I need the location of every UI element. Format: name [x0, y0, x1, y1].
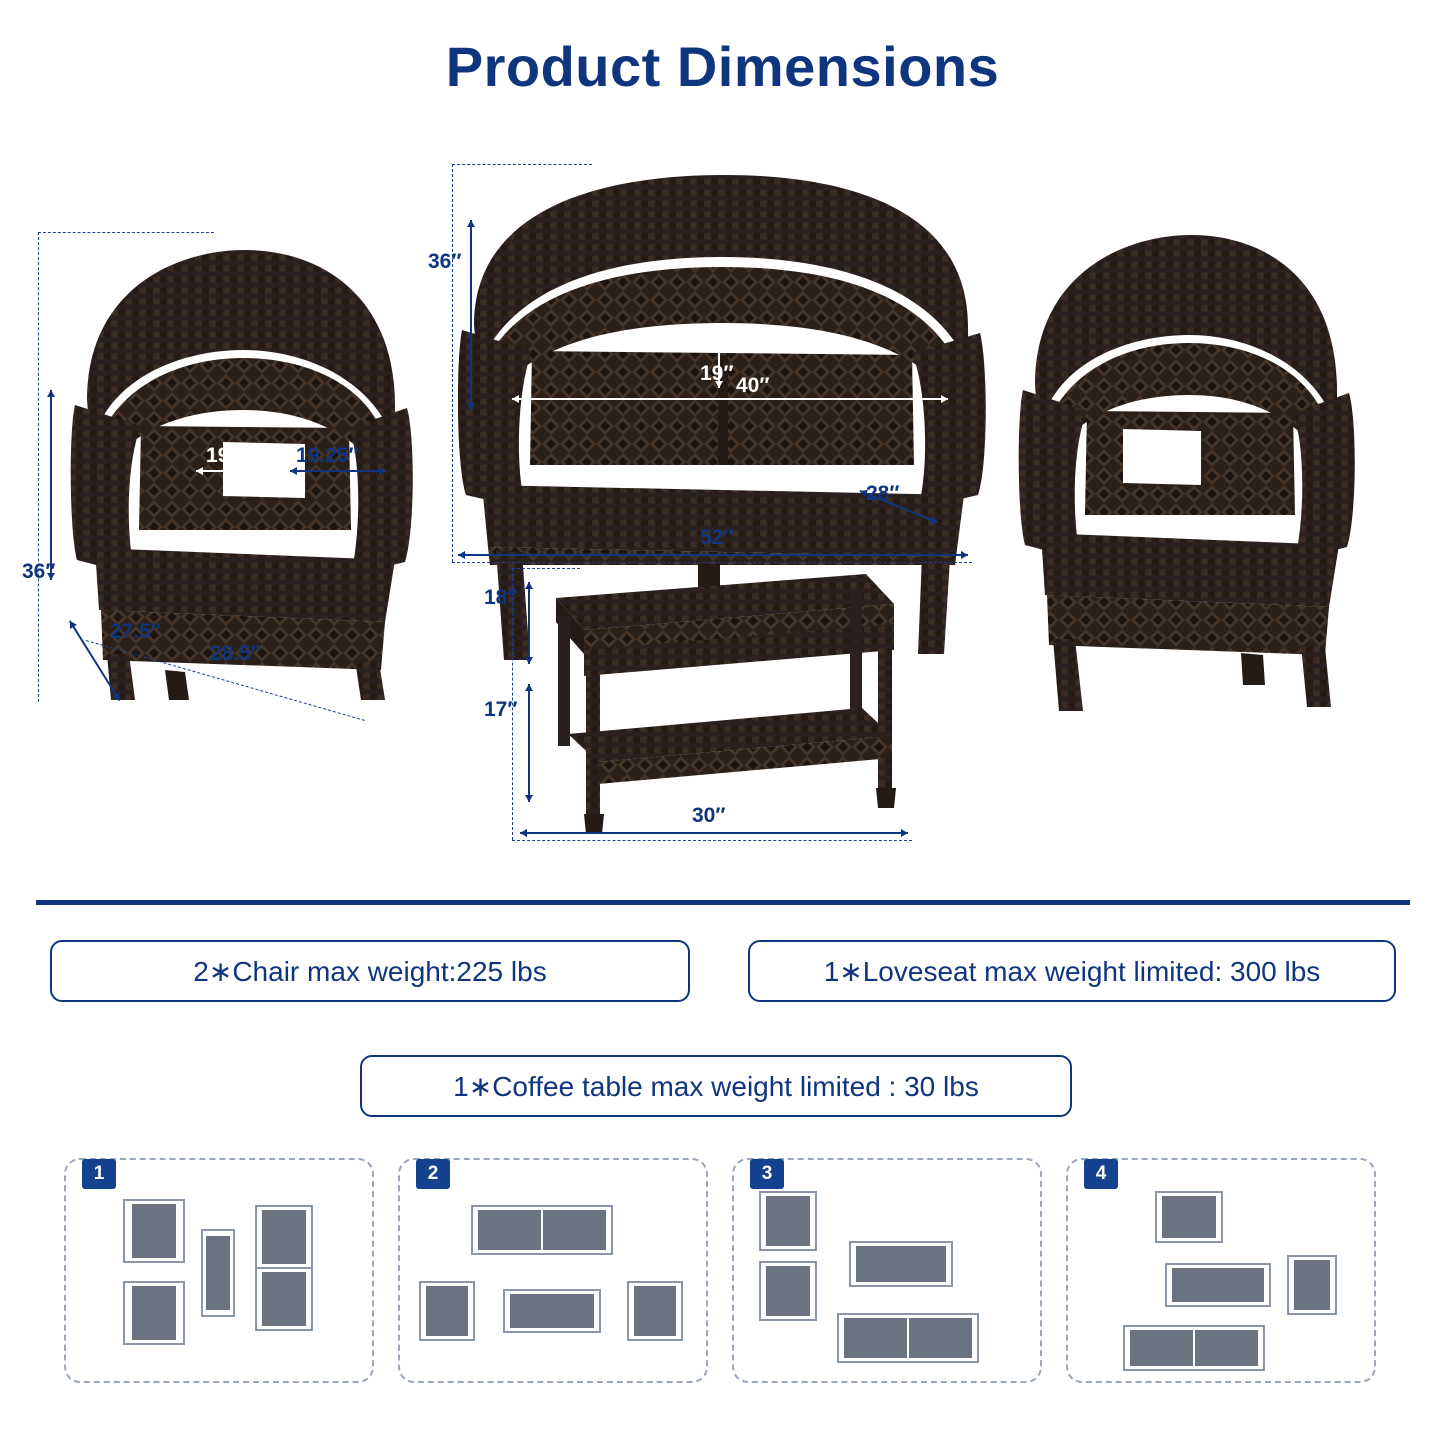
loveseat-seat-width-arrow — [512, 398, 948, 400]
chair-left-depth-label: 27.5″ — [110, 620, 161, 643]
chair-weight-text: 2∗Chair max weight:225 lbs — [193, 955, 547, 987]
loveseat-top-guide — [452, 164, 592, 165]
loveseat-seat-width-label: 40″ — [736, 374, 770, 397]
loveseat-weight-box — [748, 940, 1396, 1002]
section-divider — [36, 900, 1410, 905]
loveseat-width-label: 52″ — [700, 526, 734, 549]
layout-card-2[interactable] — [398, 1158, 708, 1383]
layout-options — [0, 1158, 1445, 1398]
layout-card-4-number: 4 — [1084, 1159, 1118, 1189]
coffee-table-illustration — [528, 558, 918, 838]
chair-left-seat-depth-arrow — [196, 470, 292, 472]
chair-left-height-label: 36″ — [22, 560, 56, 583]
coffee-table-width-arrow — [520, 832, 908, 834]
chair-weight-box — [50, 940, 690, 1002]
coffee-table-top-guide — [512, 568, 580, 569]
coffee-table-weight-box — [360, 1055, 1072, 1117]
layout-card-1-number: 1 — [82, 1159, 116, 1189]
page-title: Product Dimensions — [445, 35, 1000, 98]
chair-left-seat-depth-label: 19.25″ — [206, 444, 269, 467]
chair-left-width-label: 28.5″ — [210, 642, 261, 665]
chair-left-seat-width-arrow — [290, 470, 386, 472]
coffee-table-weight-text: 1∗Coffee table max weight limited : 30 lbs — [453, 1070, 979, 1102]
loveseat-height-guide — [452, 164, 453, 562]
layout-card-2-number: 2 — [416, 1159, 450, 1189]
product-dimensions-diagram — [0, 150, 1445, 890]
coffee-table-width-label: 30″ — [692, 804, 726, 827]
coffee-table-shelf-height-arrow — [528, 684, 530, 802]
chair-left-height-guide — [38, 232, 39, 702]
loveseat-weight-text: 1∗Loveseat max weight limited: 300 lbs — [823, 955, 1321, 987]
layout-card-3[interactable] — [732, 1158, 1042, 1383]
loveseat-height-label: 36″ — [428, 250, 462, 273]
chair-left-height-arrow — [50, 390, 52, 580]
layout-card-3-number: 3 — [750, 1159, 784, 1189]
loveseat-height-arrow — [470, 220, 472, 410]
coffee-table-bottom-guide — [512, 840, 912, 841]
coffee-table-shelf-height-label: 17″ — [484, 698, 518, 721]
layout-card-3-diagram — [734, 1186, 1044, 1382]
loveseat-seat-height-label: 19″ — [700, 362, 734, 385]
layout-card-2-diagram — [400, 1186, 710, 1382]
loveseat-depth-label: 28″ — [866, 482, 900, 505]
layout-card-4[interactable] — [1066, 1158, 1376, 1383]
chair-right-illustration — [1005, 215, 1375, 715]
layout-card-1-diagram — [66, 1186, 376, 1382]
coffee-table-top-height-label: 18″ — [484, 586, 518, 609]
chair-left-seat-width-label: 19.25″ — [296, 444, 359, 467]
chair-left-top-guide — [38, 232, 214, 233]
layout-card-1[interactable] — [64, 1158, 374, 1383]
layout-card-4-diagram — [1068, 1186, 1378, 1382]
loveseat-width-arrow — [458, 554, 968, 556]
coffee-table-top-height-arrow — [528, 582, 530, 664]
